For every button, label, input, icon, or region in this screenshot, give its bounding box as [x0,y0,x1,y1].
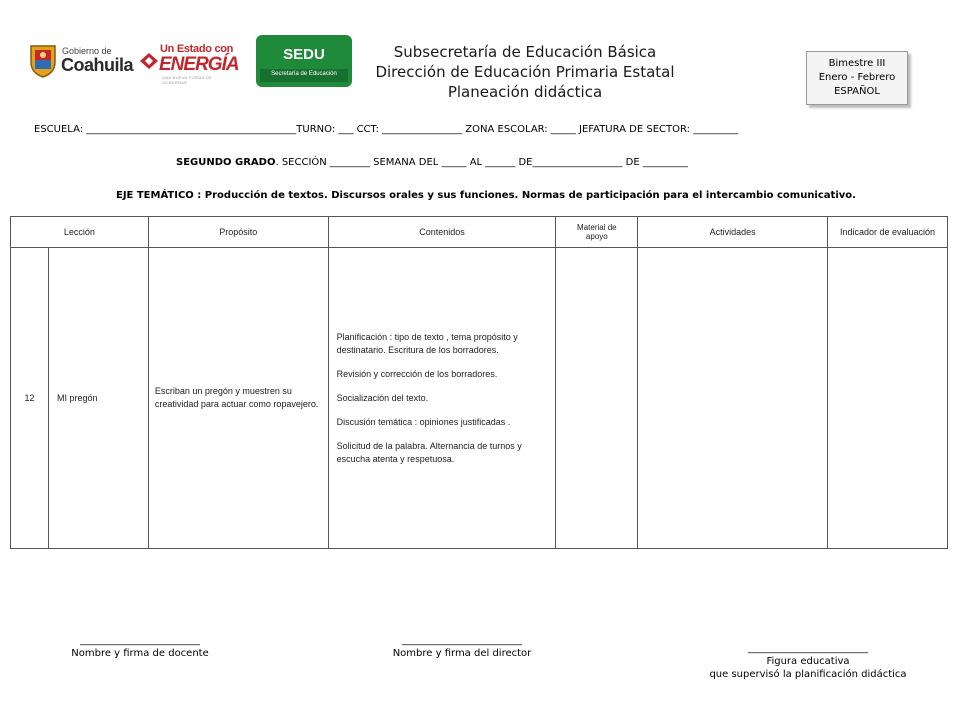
cell-contenidos[interactable] [328,248,556,549]
header-proposito: Propósito [148,217,328,248]
coahuila-logo-line2: Coahuila [61,55,134,75]
eje-tematico-line: EJE TEMÁTICO : Producción de textos. Discursos orales y sus funciones. Normas de participación para el intercambio comunicativo. [116,190,856,201]
bimestre-box [806,51,908,105]
contenido-item: Revisión y corrección de los borradores. [336,368,498,379]
contenido-item: Socialización del texto. [336,392,429,403]
planning-table [10,216,948,549]
document-header [355,42,695,102]
energia-flame-icon [138,50,160,72]
bimestre-label: Bimestre III [828,58,886,69]
cell-indicador[interactable] [828,248,948,549]
header-actividades: Actividades [638,217,828,248]
signature-docente [40,634,240,660]
signature-line: ________________________ [402,635,522,646]
signature-line: ________________________ [748,643,868,654]
header-contenidos: Contenidos [328,217,556,248]
header-material-line1: Material de [577,223,617,232]
header-material-line2: apoyo [585,232,608,241]
cell-proposito[interactable]: Escriban un pregón y muestren su creatividad para actuar como ropavejero. [148,248,328,549]
signature-figura-label: Figura educativa [766,656,850,667]
cell-leccion[interactable]: MI pregón [48,248,148,549]
energia-logo-line2: ENERGÍA [159,54,239,75]
signature-docente-label: Nombre y firma de docente [71,648,209,659]
sedu-logo [256,35,352,87]
contenido-item: Solicitud de la palabra. Alternancia de turnos y escucha atenta y respetuosa. [336,440,522,464]
signature-figura-sublabel: que supervisó la planificación didáctica [709,669,907,680]
sedu-logo-subtitle: Secretaría de Educación [271,71,337,77]
signature-director-label: Nombre y firma del director [392,648,532,659]
bimestre-subject: ESPAÑOL [834,86,880,97]
signature-director [362,634,562,660]
energia-logo-tagline: UNA NUEVA FORMA DE GOBERNAR [162,75,213,85]
bimestre-months: Enero - Febrero [818,72,896,83]
cell-numero[interactable]: 12 [11,248,49,549]
contenido-item: Discusión temática : opiniones justificadas . [336,416,511,427]
table-row [11,248,948,549]
signature-line: ________________________ [80,635,200,646]
header-leccion: Lección [11,217,149,248]
contenido-item: Planificación : tipo de texto , tema propósito y destinatario. Escritura de los borradores. [336,331,518,355]
header-subsecretaria: Subsecretaría de Educación Básica [393,43,657,61]
sedu-logo-title: SEDU [283,46,325,63]
grado-line [176,157,688,168]
signature-figura-educativa [680,642,936,681]
header-indicador: Indicador de evaluación [828,217,948,248]
cell-actividades[interactable] [638,248,828,549]
un-estado-con-energia-logo [138,40,239,85]
grado-fields: . SECCIÓN ________ SEMANA DEL _____ AL ______ DE__________________ DE _________ [275,157,688,168]
table-header-row [11,217,948,248]
header-direccion: Dirección de Educación Primaria Estatal [375,63,675,81]
header-material [556,217,638,248]
coahuila-crest-icon [28,42,58,78]
escuela-line: ESCUELA: __________________________________________TURNO: ___ CCT: ________________ ZONA ESCOLAR: _____ JEFATURA DE SECTOR: _________ [34,124,739,135]
energia-logo-line1: Un Estado con [160,43,234,55]
grado-label: SEGUNDO GRADO [176,157,276,168]
coahuila-logo-line1: Gobierno de [62,46,112,56]
gobierno-coahuila-logo [28,40,132,80]
header-planeacion: Planeación didáctica [447,83,603,101]
cell-material[interactable] [556,248,638,549]
